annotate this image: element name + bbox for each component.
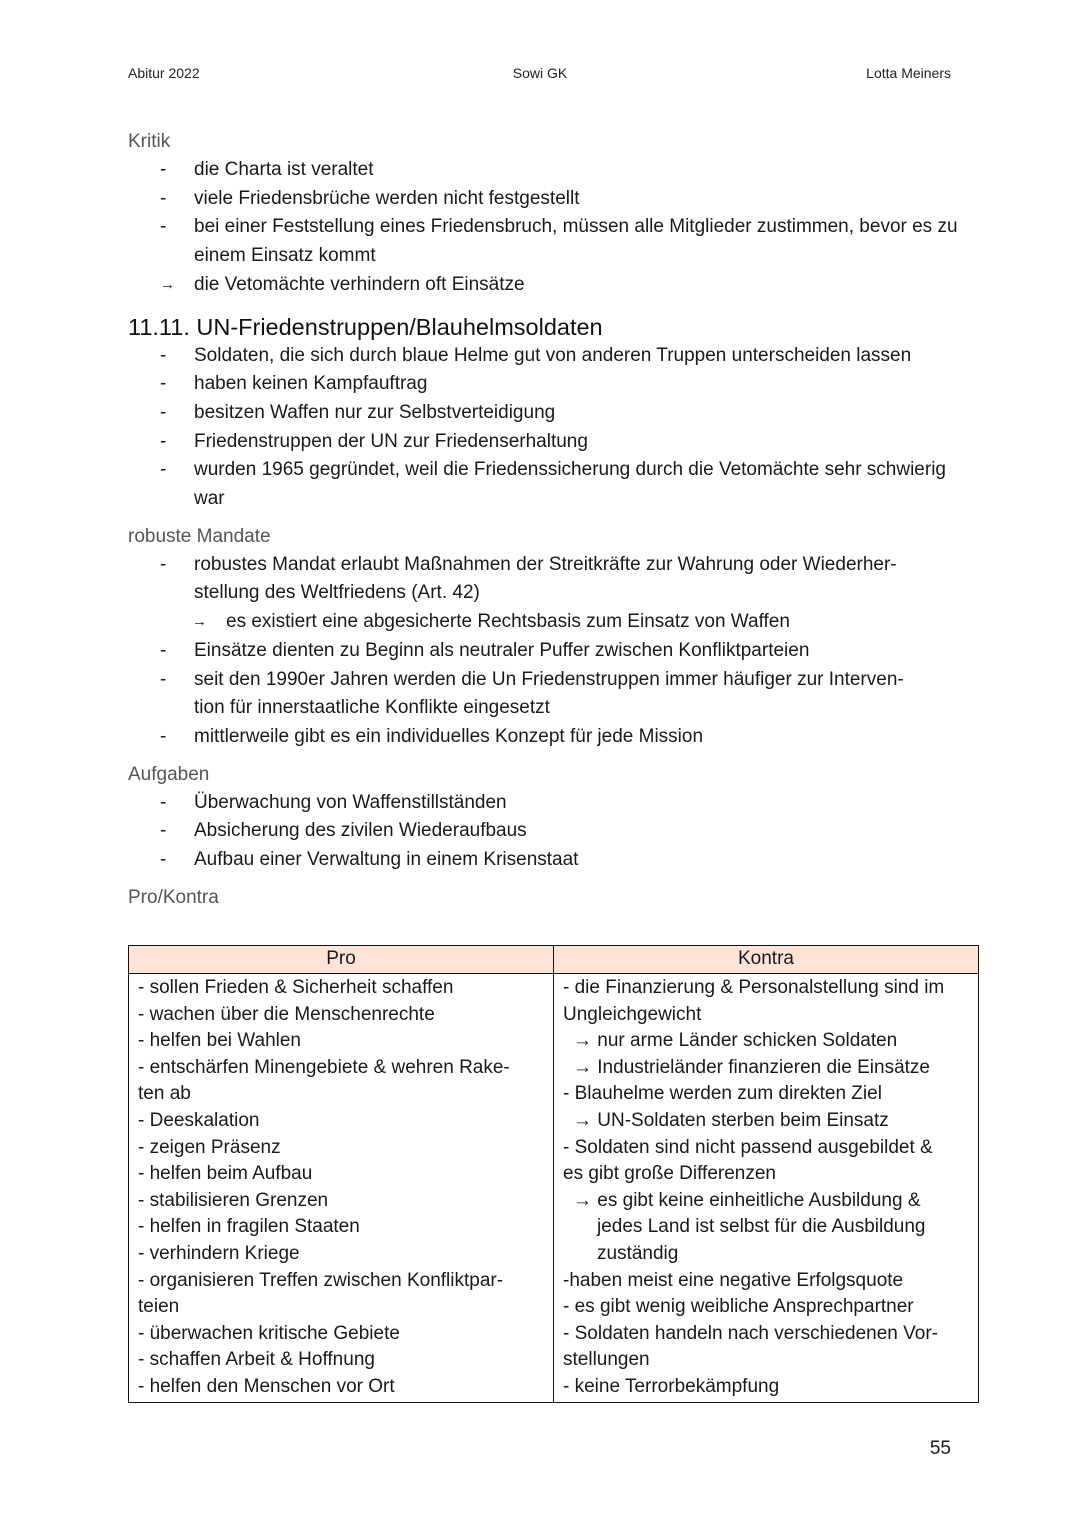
robust-list xyxy=(128,551,958,752)
robust-heading: robuste Mandate xyxy=(128,525,271,547)
list-item: - Aufbau einer Verwaltung in einem Krisenstaat xyxy=(160,849,579,871)
list-item: - Friedenstruppen der UN zur Friedenserhaltung xyxy=(160,430,588,452)
pro-header: Pro xyxy=(129,946,554,974)
list-item: - die Charta ist veraltet xyxy=(160,159,374,180)
kontra-cell: - die Finanzierung & Personalstellung sind im Ungleichgewicht → nur arme Länder schicken Soldaten → Industrieländer finanzieren die Einsätze - Blauhelme werden zum direkten Ziel → UN-Soldaten sterben beim Einsatz - Soldaten sind nicht passend ausgebildet & es gibt große Differenzen → es gibt keine einheitliche Ausbildung & jedes Land ist selbst für die Ausbildung zuständig -haben meist eine negative Erfolgsquote - es gibt wenig weibliche Ansprechpartner - Soldaten handeln nach verschiedenen Vor- stellungen - keine Terrorbekämpfung xyxy=(554,974,979,1403)
list-item: - Überwachung von Waffenstillständen xyxy=(160,791,507,813)
list-item-arrow: → die Vetomächte verhindern oft Einsätze xyxy=(128,271,958,300)
kritik-heading: Kritik xyxy=(128,131,171,152)
pro-kontra-table xyxy=(128,945,979,1403)
list-item: - bei einer Feststellung eines Friedensbruch, müssen alle Mitglieder zustimmen, bevor es zu einem Einsatz kommt xyxy=(160,216,958,267)
kontra-header: Kontra xyxy=(554,946,979,974)
list-item: - mittlerweile gibt es ein individuelles Konzept für jede Mission xyxy=(160,725,704,747)
list-item: - haben keinen Kampfauftrag xyxy=(160,373,428,395)
list-item-arrow: → es existiert eine abgesicherte Rechtsbasis zum Einsatz von Waffen xyxy=(128,608,958,637)
section-list xyxy=(128,342,958,514)
arrow-icon: → xyxy=(160,275,175,293)
header-right: Lotta Meiners xyxy=(866,65,951,81)
page-number: 55 xyxy=(929,1438,951,1459)
list-item: - viele Friedensbrüche werden nicht festgestellt xyxy=(160,187,580,209)
aufgaben-list xyxy=(128,789,958,875)
arrow-icon: → xyxy=(192,613,207,631)
page-content xyxy=(128,128,958,912)
pro-cell: - sollen Frieden & Sicherheit schaffen - wachen über die Menschenrechte - helfen bei Wahlen - entschärfen Minengebiete & wehren Rake- ten ab - Deeskalation - zeigen Präsenz - helfen beim Aufbau - stabilisieren Grenzen - helfen in fragilen Staaten - verhindern Kriege - organisieren Treffen zwischen Konfliktpar- teien - überwachen kritische Gebiete - schaffen Arbeit & Hoffnung - helfen den Menschen vor Ort xyxy=(129,974,554,1403)
list-item: - Soldaten, die sich durch blaue Helme gut von anderen Truppen unterscheiden lassen xyxy=(160,344,912,366)
prokontra-heading: Pro/Kontra xyxy=(128,886,219,908)
list-item: - seit den 1990er Jahren werden die Un Friedenstruppen immer häufiger zur Interven- tion für innerstaatliche Konflikte eingesetzt xyxy=(160,668,904,719)
section-title: 11.11. UN-Friedenstruppen/Blauhelmsoldaten xyxy=(128,313,603,340)
aufgaben-heading: Aufgaben xyxy=(128,763,210,785)
list-item: - robustes Mandat erlaubt Maßnahmen der Streitkräfte zur Wahrung oder Wiederher- stellung des Weltfriedens (Art. 42) xyxy=(160,553,897,604)
list-item: - Absicherung des zivilen Wiederaufbaus xyxy=(160,820,527,842)
header-center: Sowi GK xyxy=(512,65,568,81)
list-item: - wurden 1965 gegründet, weil die Friedenssicherung durch die Vetomächte sehr schwierig war xyxy=(160,459,946,510)
kritik-list xyxy=(128,156,958,300)
list-item: - Einsätze dienten zu Beginn als neutraler Puffer zwischen Konfliktparteien xyxy=(160,639,810,661)
header-left: Abitur 2022 xyxy=(128,65,200,81)
list-item: - besitzen Waffen nur zur Selbstverteidigung xyxy=(160,401,556,423)
